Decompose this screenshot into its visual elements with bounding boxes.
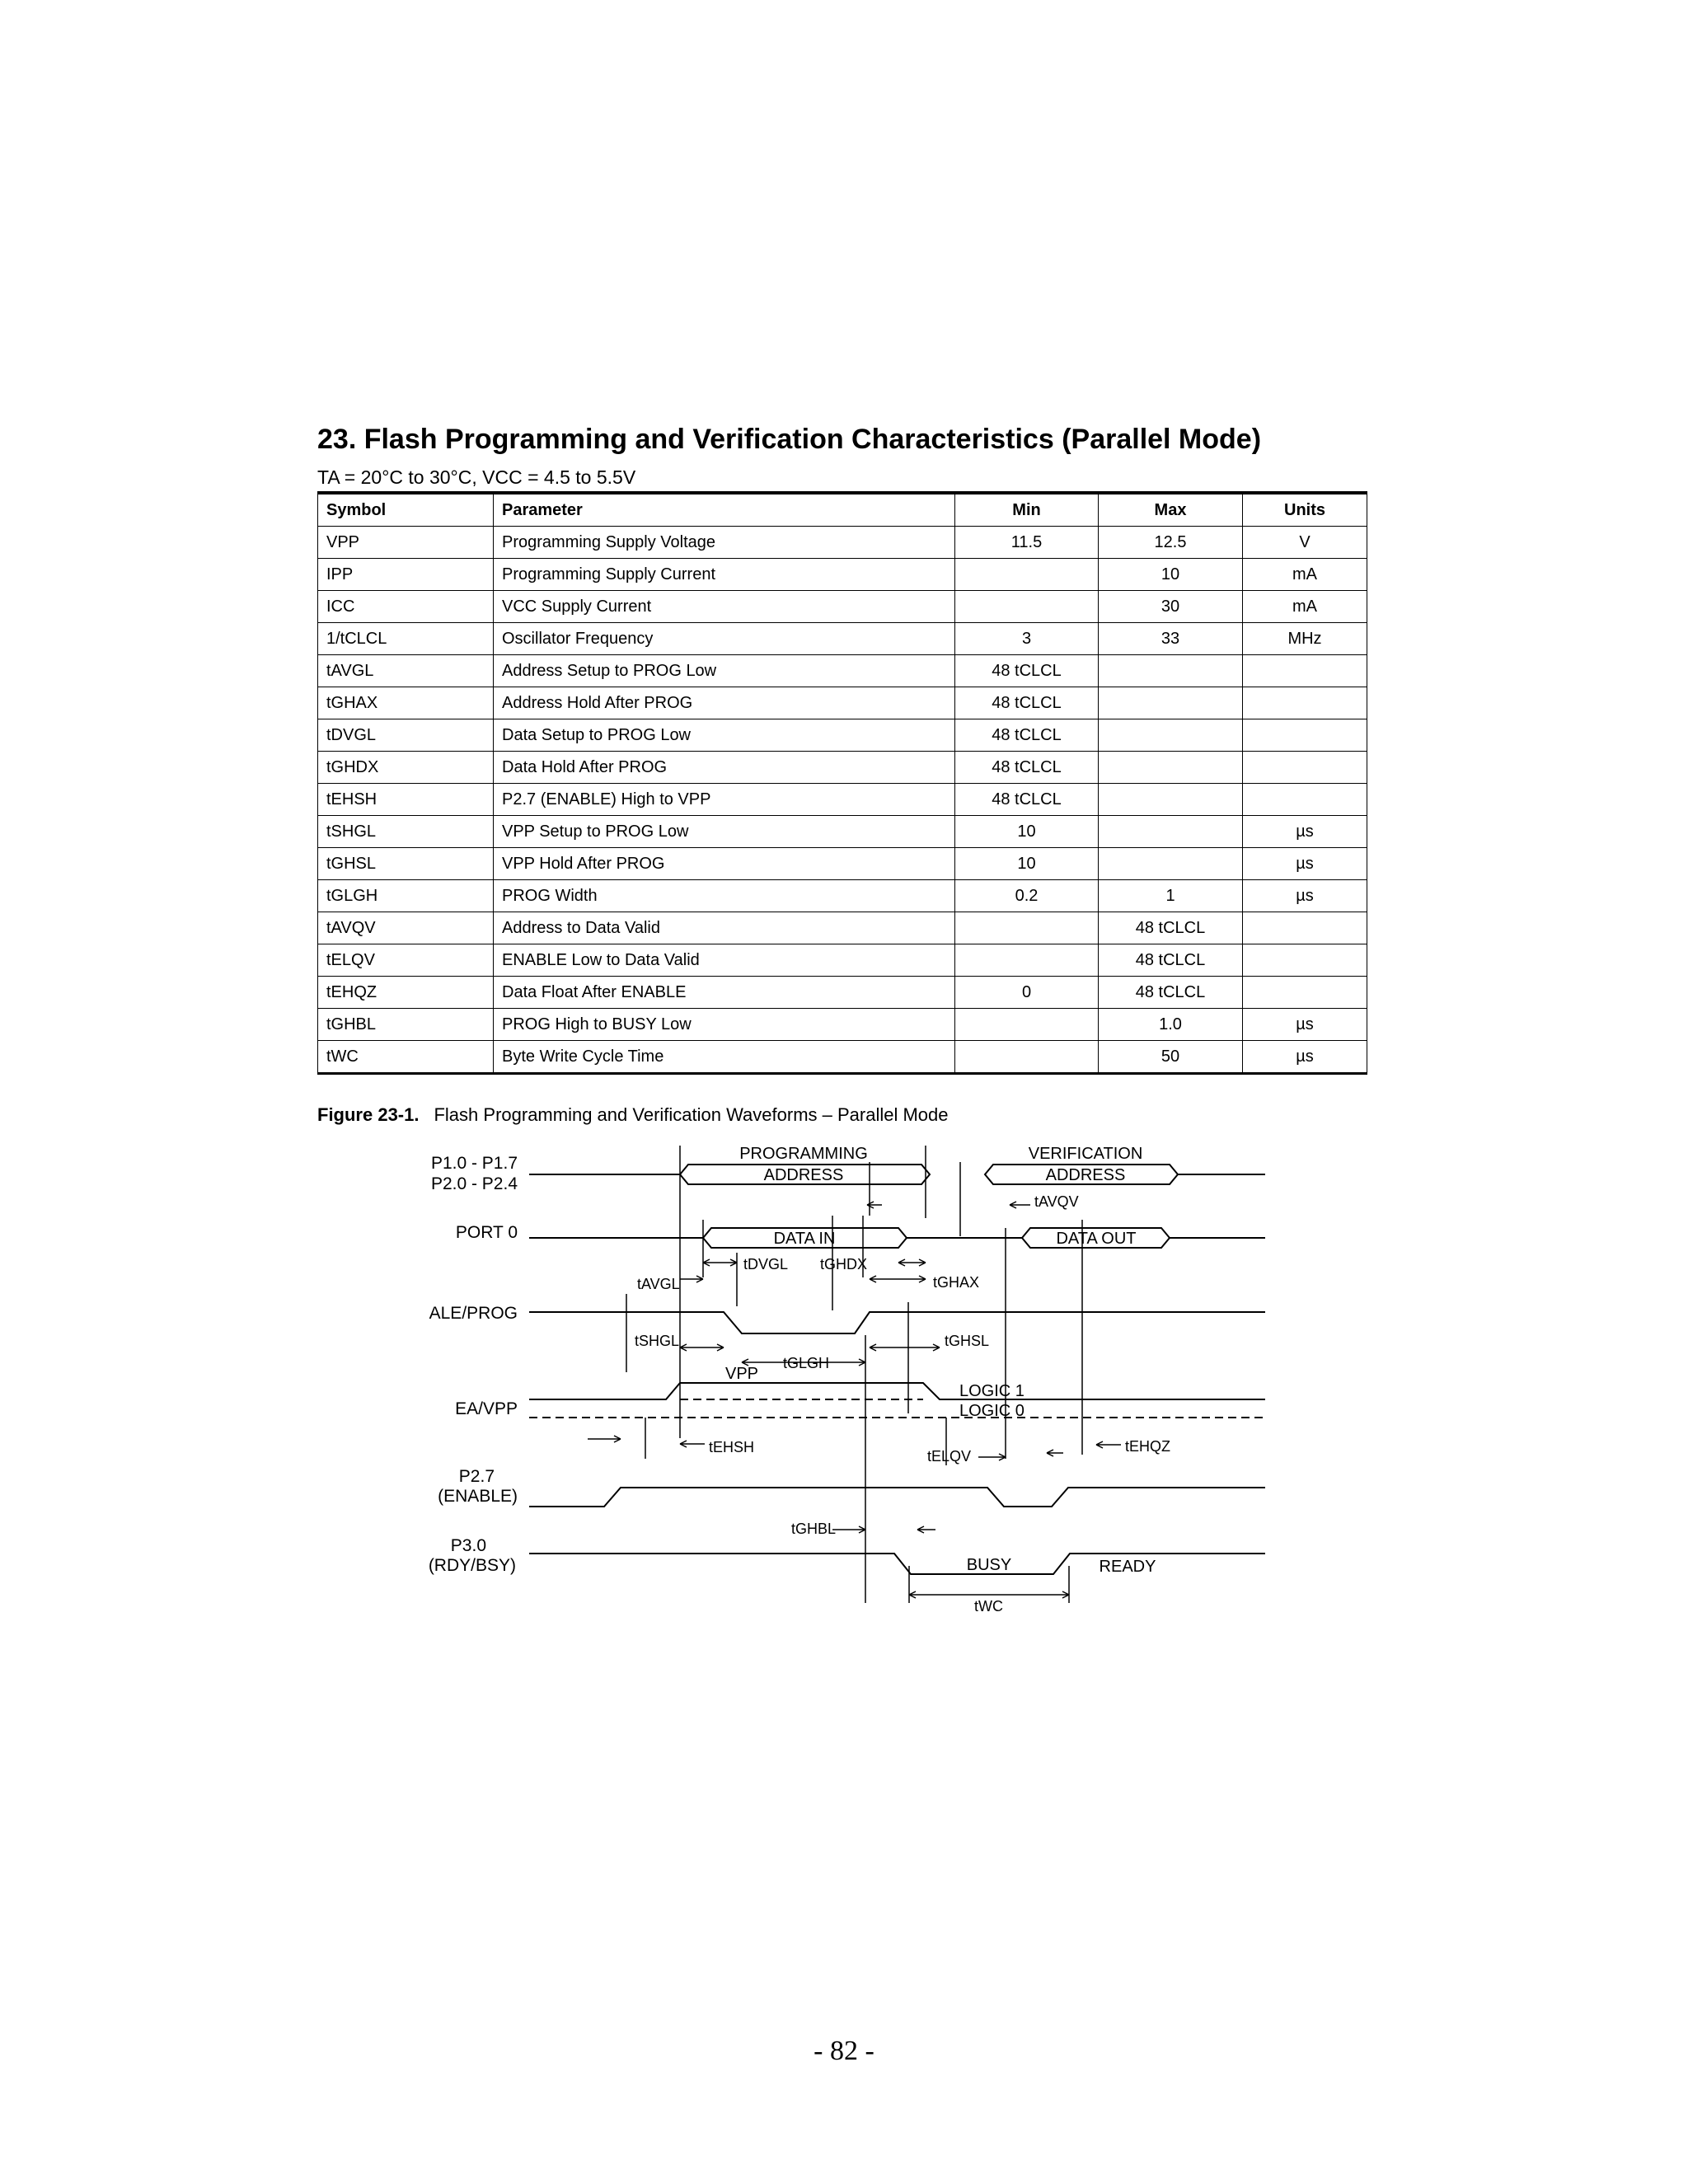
cell-parameter: VPP Setup to PROG Low (494, 816, 955, 848)
header-parameter: Parameter (494, 493, 955, 527)
cell-units: mA (1243, 559, 1367, 591)
header-min: Min (955, 493, 1099, 527)
cell-max: 12.5 (1099, 527, 1243, 559)
ea-vpp-waveform (529, 1383, 1265, 1399)
table-row (318, 591, 1367, 623)
cell-symbol: tAVGL (318, 655, 494, 687)
cell-symbol: VPP (318, 527, 494, 559)
cell-parameter: ENABLE Low to Data Valid (494, 944, 955, 977)
table-header-row (318, 493, 1367, 527)
cell-symbol: tWC (318, 1041, 494, 1074)
cell-symbol: ICC (318, 591, 494, 623)
signal-p2: P2.0 - P2.4 (430, 1174, 518, 1193)
cell-units: mA (1243, 591, 1367, 623)
header-symbol: Symbol (318, 493, 494, 527)
cell-min (955, 1041, 1099, 1074)
signal-ea-vpp: EA/VPP (455, 1399, 518, 1418)
cell-min: 48 tCLCL (955, 719, 1099, 752)
arrow-tshgl (680, 1344, 724, 1351)
cell-units: µs (1243, 848, 1367, 880)
cell-max (1099, 848, 1243, 880)
label-vpp: VPP (724, 1365, 759, 1383)
cell-min: 10 (955, 816, 1099, 848)
cell-units (1243, 912, 1367, 944)
cell-parameter: Programming Supply Current (494, 559, 955, 591)
label-tehqz: tEHQZ (1125, 1438, 1171, 1455)
cell-max: 10 (1099, 559, 1243, 591)
cell-min (955, 944, 1099, 977)
table-row (318, 687, 1367, 719)
cell-units (1243, 977, 1367, 1009)
cell-max: 33 (1099, 623, 1243, 655)
label-tglgh: tGLGH (783, 1355, 830, 1371)
cell-symbol: tGHBL (318, 1009, 494, 1041)
cell-parameter: Data Hold After PROG (494, 752, 955, 784)
table-row (318, 977, 1367, 1009)
cell-units: V (1243, 527, 1367, 559)
signal-ale-prog: ALE/PROG (429, 1304, 518, 1323)
arrow-tehsh-left (588, 1436, 621, 1442)
arrow-tghdx (898, 1259, 926, 1266)
cell-max: 50 (1099, 1041, 1243, 1074)
signal-p30: P3.0 (450, 1536, 486, 1555)
cell-min: 11.5 (955, 527, 1099, 559)
label-logic-0: LOGIC 0 (959, 1402, 1025, 1420)
cell-parameter: PROG High to BUSY Low (494, 1009, 955, 1041)
cell-min: 48 tCLCL (955, 752, 1099, 784)
label-tshgl: tSHGL (635, 1333, 680, 1349)
cell-parameter: VCC Supply Current (494, 591, 955, 623)
cell-units: µs (1243, 1041, 1367, 1074)
table-row (318, 848, 1367, 880)
page-number: - 82 - (814, 2036, 874, 2066)
label-tghsl: tGHSL (945, 1333, 990, 1349)
characteristics-table (317, 491, 1367, 1075)
cell-units (1243, 687, 1367, 719)
cell-symbol: tGHSL (318, 848, 494, 880)
cell-parameter: P2.7 (ENABLE) High to VPP (494, 784, 955, 816)
signal-port0: PORT 0 (455, 1223, 518, 1242)
cell-units: MHz (1243, 623, 1367, 655)
cell-symbol: tSHGL (318, 816, 494, 848)
cell-symbol: tGHDX (318, 752, 494, 784)
signal-p30-rdy-bsy: (RDY/BSY) (428, 1556, 516, 1575)
table-row (318, 655, 1367, 687)
signal-p27: P2.7 (458, 1467, 495, 1486)
cell-parameter: Oscillator Frequency (494, 623, 955, 655)
arrow-tavgl (680, 1276, 703, 1282)
cell-min: 0.2 (955, 880, 1099, 912)
label-twc: tWC (974, 1598, 1003, 1615)
arrow-tehsh-right (680, 1441, 705, 1447)
cell-min: 10 (955, 848, 1099, 880)
cell-symbol: tDVGL (318, 719, 494, 752)
cell-units (1243, 719, 1367, 752)
table-row (318, 880, 1367, 912)
data-in-bus (529, 1228, 907, 1248)
cell-max: 1 (1099, 880, 1243, 912)
arrow-tghax (870, 1276, 926, 1282)
cell-max: 1.0 (1099, 1009, 1243, 1041)
table-row (318, 912, 1367, 944)
cell-parameter: VPP Hold After PROG (494, 848, 955, 880)
cell-parameter: Programming Supply Voltage (494, 527, 955, 559)
label-tavgl: tAVGL (637, 1276, 680, 1292)
table-row (318, 944, 1367, 977)
cell-units (1243, 944, 1367, 977)
table-row (318, 1041, 1367, 1074)
cell-symbol: 1/tCLCL (318, 623, 494, 655)
cell-parameter: Address Hold After PROG (494, 687, 955, 719)
label-tavqv: tAVQV (1034, 1193, 1079, 1210)
label-busy: BUSY (966, 1556, 1012, 1574)
signal-p1: P1.0 - P1.7 (430, 1154, 518, 1173)
arrow-telqv-right (1047, 1450, 1063, 1456)
label-ready: READY (1099, 1558, 1156, 1576)
table-body (318, 527, 1367, 1074)
cell-min (955, 559, 1099, 591)
label-address-2: ADDRESS (1045, 1166, 1126, 1184)
test-conditions: TA = 20°C to 30°C, VCC = 4.5 to 5.5V (317, 466, 636, 488)
cell-min (955, 912, 1099, 944)
label-tghax: tGHAX (933, 1274, 980, 1291)
table-row (318, 784, 1367, 816)
cell-parameter: Byte Write Cycle Time (494, 1041, 955, 1074)
cell-min: 0 (955, 977, 1099, 1009)
cell-max (1099, 784, 1243, 816)
table-row (318, 816, 1367, 848)
cell-min: 48 tCLCL (955, 687, 1099, 719)
cell-parameter: Address Setup to PROG Low (494, 655, 955, 687)
arrow-tdvgl (703, 1259, 737, 1266)
signal-p27-enable: (ENABLE) (438, 1487, 518, 1506)
label-telqv: tELQV (927, 1448, 972, 1465)
cell-max (1099, 816, 1243, 848)
cell-symbol: IPP (318, 559, 494, 591)
cell-parameter: Data Setup to PROG Low (494, 719, 955, 752)
label-data-in: DATA IN (773, 1230, 836, 1248)
cell-units (1243, 784, 1367, 816)
label-tghdx: tGHDX (820, 1256, 868, 1272)
cell-min: 3 (955, 623, 1099, 655)
arrow-tghbl-left (832, 1526, 865, 1533)
table-row (318, 752, 1367, 784)
label-programming: PROGRAMMING (739, 1145, 868, 1163)
cell-parameter: PROG Width (494, 880, 955, 912)
cell-units (1243, 752, 1367, 784)
cell-units: µs (1243, 880, 1367, 912)
arrow-tghsl (870, 1344, 940, 1351)
cell-max: 48 tCLCL (1099, 977, 1243, 1009)
cell-max (1099, 687, 1243, 719)
label-verification: VERIFICATION (1028, 1145, 1143, 1163)
arrow-telqv-left (978, 1454, 1006, 1460)
table-row (318, 1009, 1367, 1041)
label-data-out: DATA OUT (1056, 1230, 1137, 1248)
cell-symbol: tEHSH (318, 784, 494, 816)
cell-symbol: tAVQV (318, 912, 494, 944)
cell-parameter: Address to Data Valid (494, 912, 955, 944)
section-title: 23. Flash Programming and Verification Characteristics (Parallel Mode) (317, 424, 1262, 455)
arrow-tehqz (1096, 1441, 1121, 1448)
label-tehsh: tEHSH (709, 1439, 755, 1455)
cell-min (955, 591, 1099, 623)
table-row (318, 623, 1367, 655)
arrow-twc (909, 1591, 1069, 1598)
cell-parameter: Data Float After ENABLE (494, 977, 955, 1009)
table-row (318, 559, 1367, 591)
enable-waveform (529, 1488, 1265, 1507)
cell-units: µs (1243, 816, 1367, 848)
cell-symbol: tELQV (318, 944, 494, 977)
arrow-tavqv-right (1010, 1202, 1030, 1208)
table-row (318, 527, 1367, 559)
cell-units (1243, 655, 1367, 687)
cell-min: 48 tCLCL (955, 784, 1099, 816)
cell-symbol: tEHQZ (318, 977, 494, 1009)
cell-units: µs (1243, 1009, 1367, 1041)
cell-min (955, 1009, 1099, 1041)
table-row (318, 719, 1367, 752)
cell-symbol: tGLGH (318, 880, 494, 912)
ale-prog-waveform (529, 1312, 1265, 1333)
cell-max (1099, 752, 1243, 784)
cell-max (1099, 655, 1243, 687)
figure-number: Figure 23-1. (317, 1104, 420, 1125)
figure-caption (317, 1104, 949, 1126)
arrow-tghbl-right (917, 1526, 935, 1533)
waveform-diagram (404, 1137, 1294, 1615)
header-units: Units (1243, 493, 1367, 527)
figure-title: Flash Programming and Verification Waveforms – Parallel Mode (434, 1104, 949, 1125)
label-address: ADDRESS (763, 1166, 844, 1184)
cell-max: 48 tCLCL (1099, 944, 1243, 977)
label-logic-1: LOGIC 1 (959, 1382, 1025, 1400)
label-tghbl: tGHBL (791, 1521, 837, 1537)
header-max: Max (1099, 493, 1243, 527)
cell-min: 48 tCLCL (955, 655, 1099, 687)
cell-max: 48 tCLCL (1099, 912, 1243, 944)
label-tdvgl: tDVGL (743, 1256, 789, 1272)
cell-max: 30 (1099, 591, 1243, 623)
cell-max (1099, 719, 1243, 752)
cell-symbol: tGHAX (318, 687, 494, 719)
